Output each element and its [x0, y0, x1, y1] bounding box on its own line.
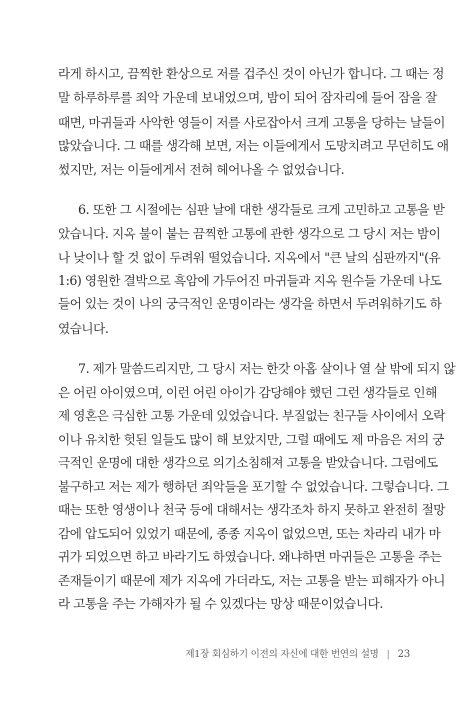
- body-line: 제 영혼은 극심한 고통 가운데 있었습니다. 부질없는 친구들 사이에서 오락: [58, 408, 445, 423]
- body-line: 들어 있는 것이 나의 궁극적인 운명이라는 생각을 하면서 두려워하기도 하: [58, 296, 442, 312]
- body-line: 극적인 운명에 대한 생각으로 의기소침해져 고통을 받았습니다. 그럼에도: [58, 455, 438, 470]
- body-line: 1:6) 영원한 결박으로 흑암에 가두어진 마귀들과 지옥 원수들 가운데 나도: [58, 272, 442, 288]
- body-line: 라게 하시고, 끔찍한 환상으로 저를 겁주신 것이 아닌가 합니다. 그 때는 정: [58, 66, 444, 81]
- body-line: 귀가 되었으면 하고 바라기도 하였습니다. 왜냐하면 마귀들은 고통을 주는: [58, 549, 442, 564]
- body-line: 감에 압도되어 있었기 때문에, 종종 지옥이 없었으면, 또는 차라리 내가 마: [58, 525, 441, 541]
- body-line: 많았습니다. 그 때를 생각해 보면, 저는 이들에게서 도망치려고 무던히도 애: [58, 138, 449, 154]
- body-line: 때는 또한 영생이나 천국 등에 대해서는 생각조차 하지 못하고 완전히 절망: [58, 502, 445, 517]
- body-line: 말 하루하루를 죄악 가운데 보내었으며, 밤이 되어 잠자리에 들어 잠을 잘: [58, 90, 437, 106]
- chapter-title: 제1장 회심하기 이전의 자신에 대한 번연의 설명: [185, 649, 379, 660]
- body-line: 6. 또한 그 시절에는 심판 날에 대한 생각들로 크게 고민하고 고통을 받: [78, 202, 445, 218]
- body-line: 라 고통을 주는 가해자가 될 수 있겠다는 망상 때문이었습니다.: [58, 596, 383, 611]
- body-line: 은 어린 아이였으며, 이런 어린 아이가 감당해야 했던 그런 생각들로 인해: [58, 384, 437, 400]
- running-footer: [185, 646, 410, 660]
- page-number: 23: [397, 649, 410, 660]
- body-line: 썼지만, 저는 이들에게서 전혀 헤어나올 수 없었습니다.: [58, 161, 345, 177]
- body-line: 이나 유치한 헛된 일들도 많이 해 보았지만, 그럴 때에도 제 마음은 저의 궁: [58, 432, 444, 448]
- body-line: 였습니다.: [58, 320, 109, 336]
- body-line: 았습니다. 지옥 불이 붙는 끔찍한 고통에 관한 생각으로 그 당시 저는 밤이: [58, 225, 441, 241]
- body-line: 때면, 마귀들과 사악한 영들이 저를 사로잡아서 크게 고통을 당하는 날들이: [58, 114, 445, 130]
- body-line: 7. 제가 말씀드리지만, 그 당시 저는 한갓 아홉 살이나 열 살 밖에 되지 않: [78, 361, 456, 376]
- footer-separator: |: [386, 649, 390, 660]
- body-line: 불구하고 저는 제가 행하던 죄악들을 포기할 수 없었습니다. 그렇습니다. 그: [58, 478, 449, 494]
- body-line: 존재들이기 때문에 제가 지옥에 가더라도, 저는 고통을 받는 피해자가 아니: [58, 572, 445, 588]
- body-line: 나 낮이나 할 것 없이 두려워 떨었습니다. 지옥에서 "큰 날의 심판까지"(유: [58, 250, 441, 265]
